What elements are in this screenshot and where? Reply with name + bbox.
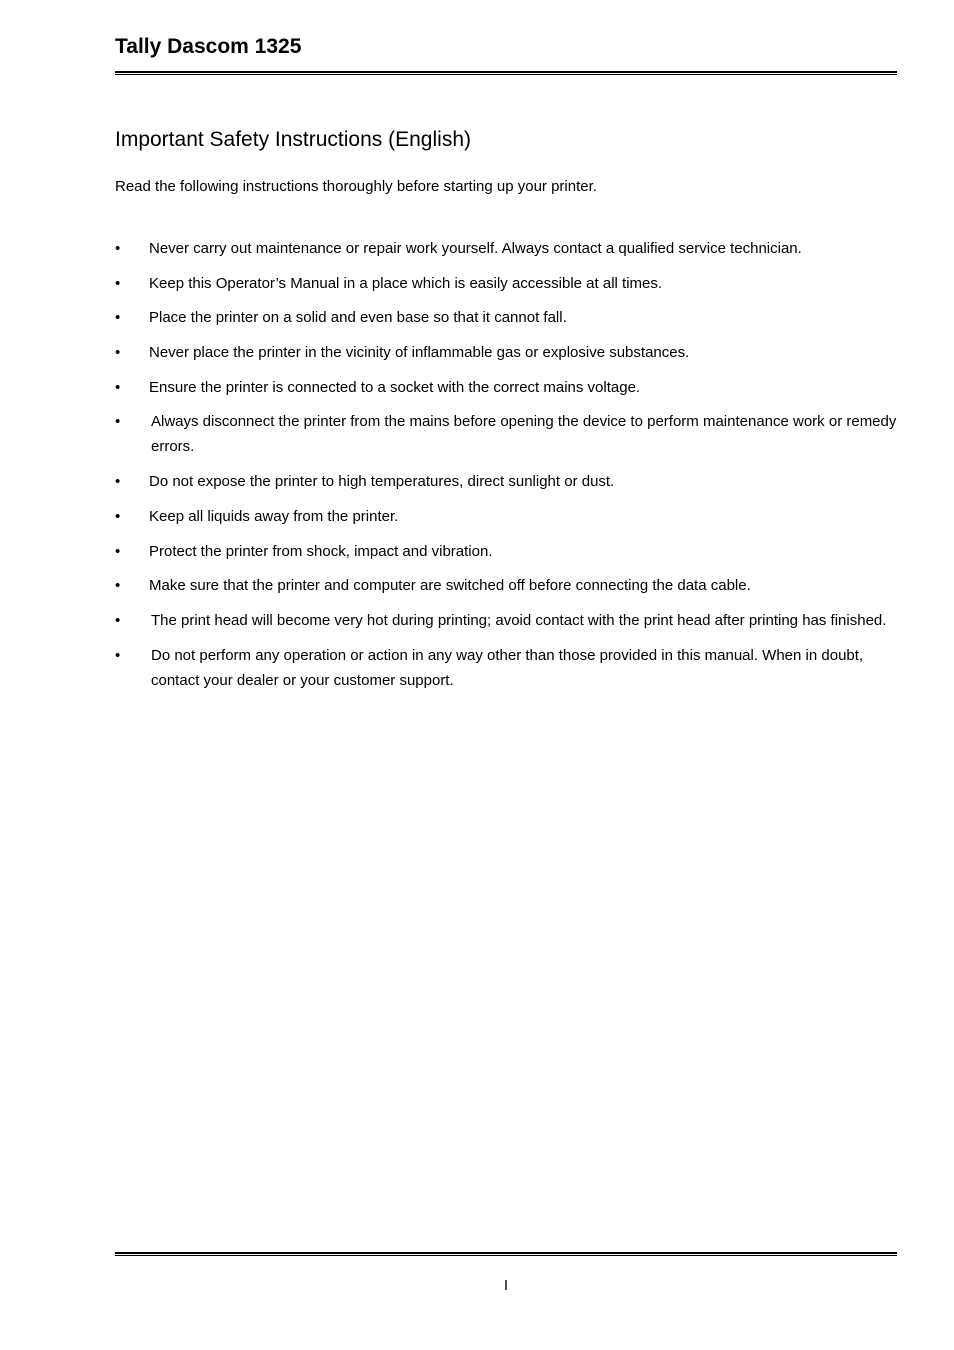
list-item-text: Ensure the printer is connected to a socket with the correct mains voltage. (149, 378, 641, 396)
bullet-icon: • (115, 507, 121, 525)
header-divider (115, 71, 897, 75)
list-item-text: Never place the printer in the vicinity of inflammable gas or explosive substances. (149, 344, 690, 362)
list-item (115, 375, 897, 400)
list-item-text: Do not expose the printer to high temperatures, direct sunlight or dust. (149, 473, 615, 491)
list-item-text: Keep all liquids away from the printer. (149, 507, 399, 525)
bullet-icon: • (115, 577, 121, 595)
list-item (115, 504, 897, 529)
bullet-icon: • (115, 473, 121, 491)
safety-instructions-list (115, 236, 897, 702)
list-item (115, 643, 897, 693)
list-item (115, 305, 897, 330)
section-heading: Important Safety Instructions (English) (115, 128, 471, 151)
list-item-text: The print head will become very hot during printing; avoid contact with the print head after printing has finished. (151, 611, 887, 629)
bullet-icon: • (115, 378, 121, 396)
bullet-icon: • (115, 240, 121, 257)
list-item-text: Keep this Operator’s Manual in a place which is easily accessible at all times. (149, 274, 663, 292)
list-item (115, 409, 897, 459)
list-item-text: Make sure that the printer and computer are switched off before connecting the data cable. (149, 577, 751, 595)
list-item (115, 469, 897, 494)
list-item (115, 573, 897, 598)
list-item (115, 271, 897, 296)
bullet-icon: • (115, 344, 121, 362)
intro-paragraph: Read the following instructions thoroughly before starting up your printer. (115, 178, 597, 195)
footer-divider (115, 1252, 897, 1256)
list-item (115, 539, 897, 564)
bullet-icon: • (115, 309, 121, 327)
list-item-text: Always disconnect the printer from the mains before opening the device to perform maintenance work or remedy errors. (151, 413, 897, 456)
list-item (115, 608, 897, 633)
bullet-icon: • (115, 274, 121, 292)
bullet-icon: • (115, 542, 121, 560)
list-item-text: Never carry out maintenance or repair work yourself. Always contact a qualified service technician. (149, 240, 802, 257)
bullet-icon: • (115, 413, 121, 431)
bullet-icon: • (115, 611, 121, 629)
page-number: I (503, 1277, 509, 1294)
bullet-icon: • (115, 646, 121, 664)
list-item-text: Do not perform any operation or action in any way other than those provided in this manual. When in doubt, contact your dealer or your customer support. (151, 646, 864, 689)
list-item (115, 340, 897, 365)
list-item-text: Protect the printer from shock, impact and vibration. (149, 542, 493, 560)
list-item-text: Place the printer on a solid and even base so that it cannot fall. (149, 309, 567, 327)
document-header-title: Tally Dascom 1325 (115, 35, 302, 58)
list-item (115, 236, 897, 261)
